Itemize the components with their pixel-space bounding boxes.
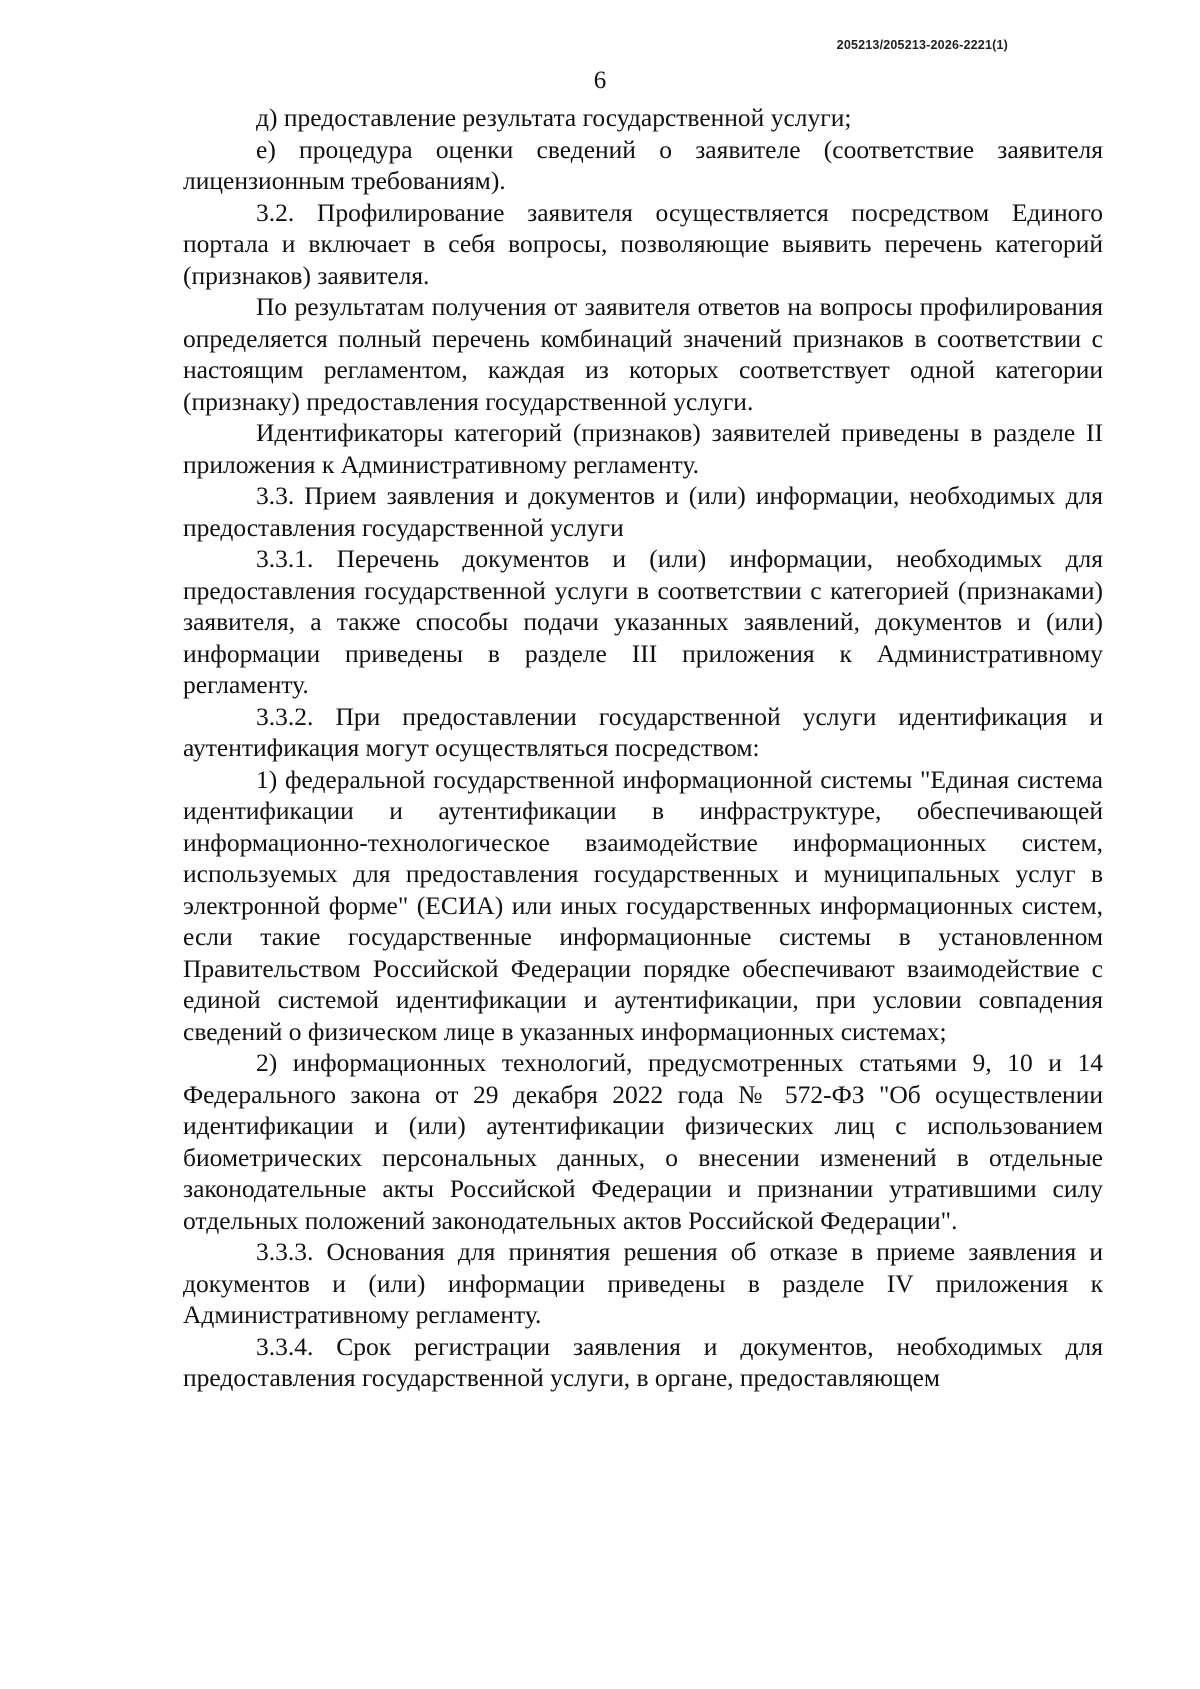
paragraph-profiling-results: По результатам получения от заявителя ответов на вопросы профилирования определяется полный перечень комбинаций значений признаков в соответствии с настоящим регламентом, каждая из которых соответствует одной категории (признаку) предоставления государственной услуги. — [183, 292, 1103, 416]
paragraph-3-3: 3.3. Прием заявления и документов и (или) информации, необходимых для предоставления государственной услуги — [183, 481, 1103, 542]
paragraph-3-3-4: 3.3.4. Срок регистрации заявления и документов, необходимых для предоставления государственной услуги, в органе, предоставляющем — [183, 1331, 1103, 1392]
document-id: 205213/205213-2026-2221(1) — [836, 38, 1008, 52]
paragraph-item-e: е) процедура оценки сведений о заявителе (соответствие заявителя лицензионным требованиям). — [183, 134, 1103, 195]
paragraph-esia: 1) федеральной государственной информационной системы "Единая система идентификации и аутентификации в инфраструктуре, обеспечивающей информационно-технологическое взаимодействие информационных систем, используемых для предоставления государственных и муниципальных услуг в электронной форме" (ЕСИА) или иных государственных информационных систем, если такие государственные информационные системы в установленном Правительством Российской Федерации порядке обеспечивают взаимодействие с единой системой идентификации и аутентификации, при условии совпадения сведений о физическом лице в указанных информационных системах; — [183, 764, 1103, 1046]
document-body — [183, 102, 1103, 1394]
paragraph-category-identifiers: Идентификаторы категорий (признаков) заявителей приведены в разделе II приложения к Административному регламенту. — [183, 418, 1103, 479]
paragraph-3-2: 3.2. Профилирование заявителя осуществляется посредством Единого портала и включает в себя вопросы, позволяющие выявить перечень категорий (признаков) заявителя. — [183, 197, 1103, 290]
paragraph-biometric: 2) информационных технологий, предусмотренных статьями 9, 10 и 14 Федерального закона от 29 декабря 2022 года № 572-ФЗ "Об осуществлении идентификации и (или) аутентификации физических лиц с использованием биометрических персональных данных, о внесении изменений в отдельные законодательные акты Российской Федерации и признании утратившими силу отдельных положений законодательных актов Российской Федерации". — [183, 1048, 1103, 1235]
page-number: 6 — [593, 67, 607, 94]
paragraph-3-3-2: 3.3.2. При предоставлении государственной услуги идентификация и аутентификация могут осуществляться посредством: — [183, 701, 1103, 762]
paragraph-3-3-1: 3.3.1. Перечень документов и (или) информации, необходимых для предоставления государственной услуги в соответствии с категорией (признаками) заявителя, а также способы подачи указанных заявлений, документов и (или) информации приведены в разделе III приложения к Административному регламенту. — [183, 544, 1103, 699]
paragraph-item-d: д) предоставление результата государственной услуги; — [256, 103, 852, 132]
paragraph-3-3-3: 3.3.3. Основания для принятия решения об отказе в приеме заявления и документов и (или) информации приведены в разделе IV приложения к Административному регламенту. — [183, 1237, 1103, 1329]
